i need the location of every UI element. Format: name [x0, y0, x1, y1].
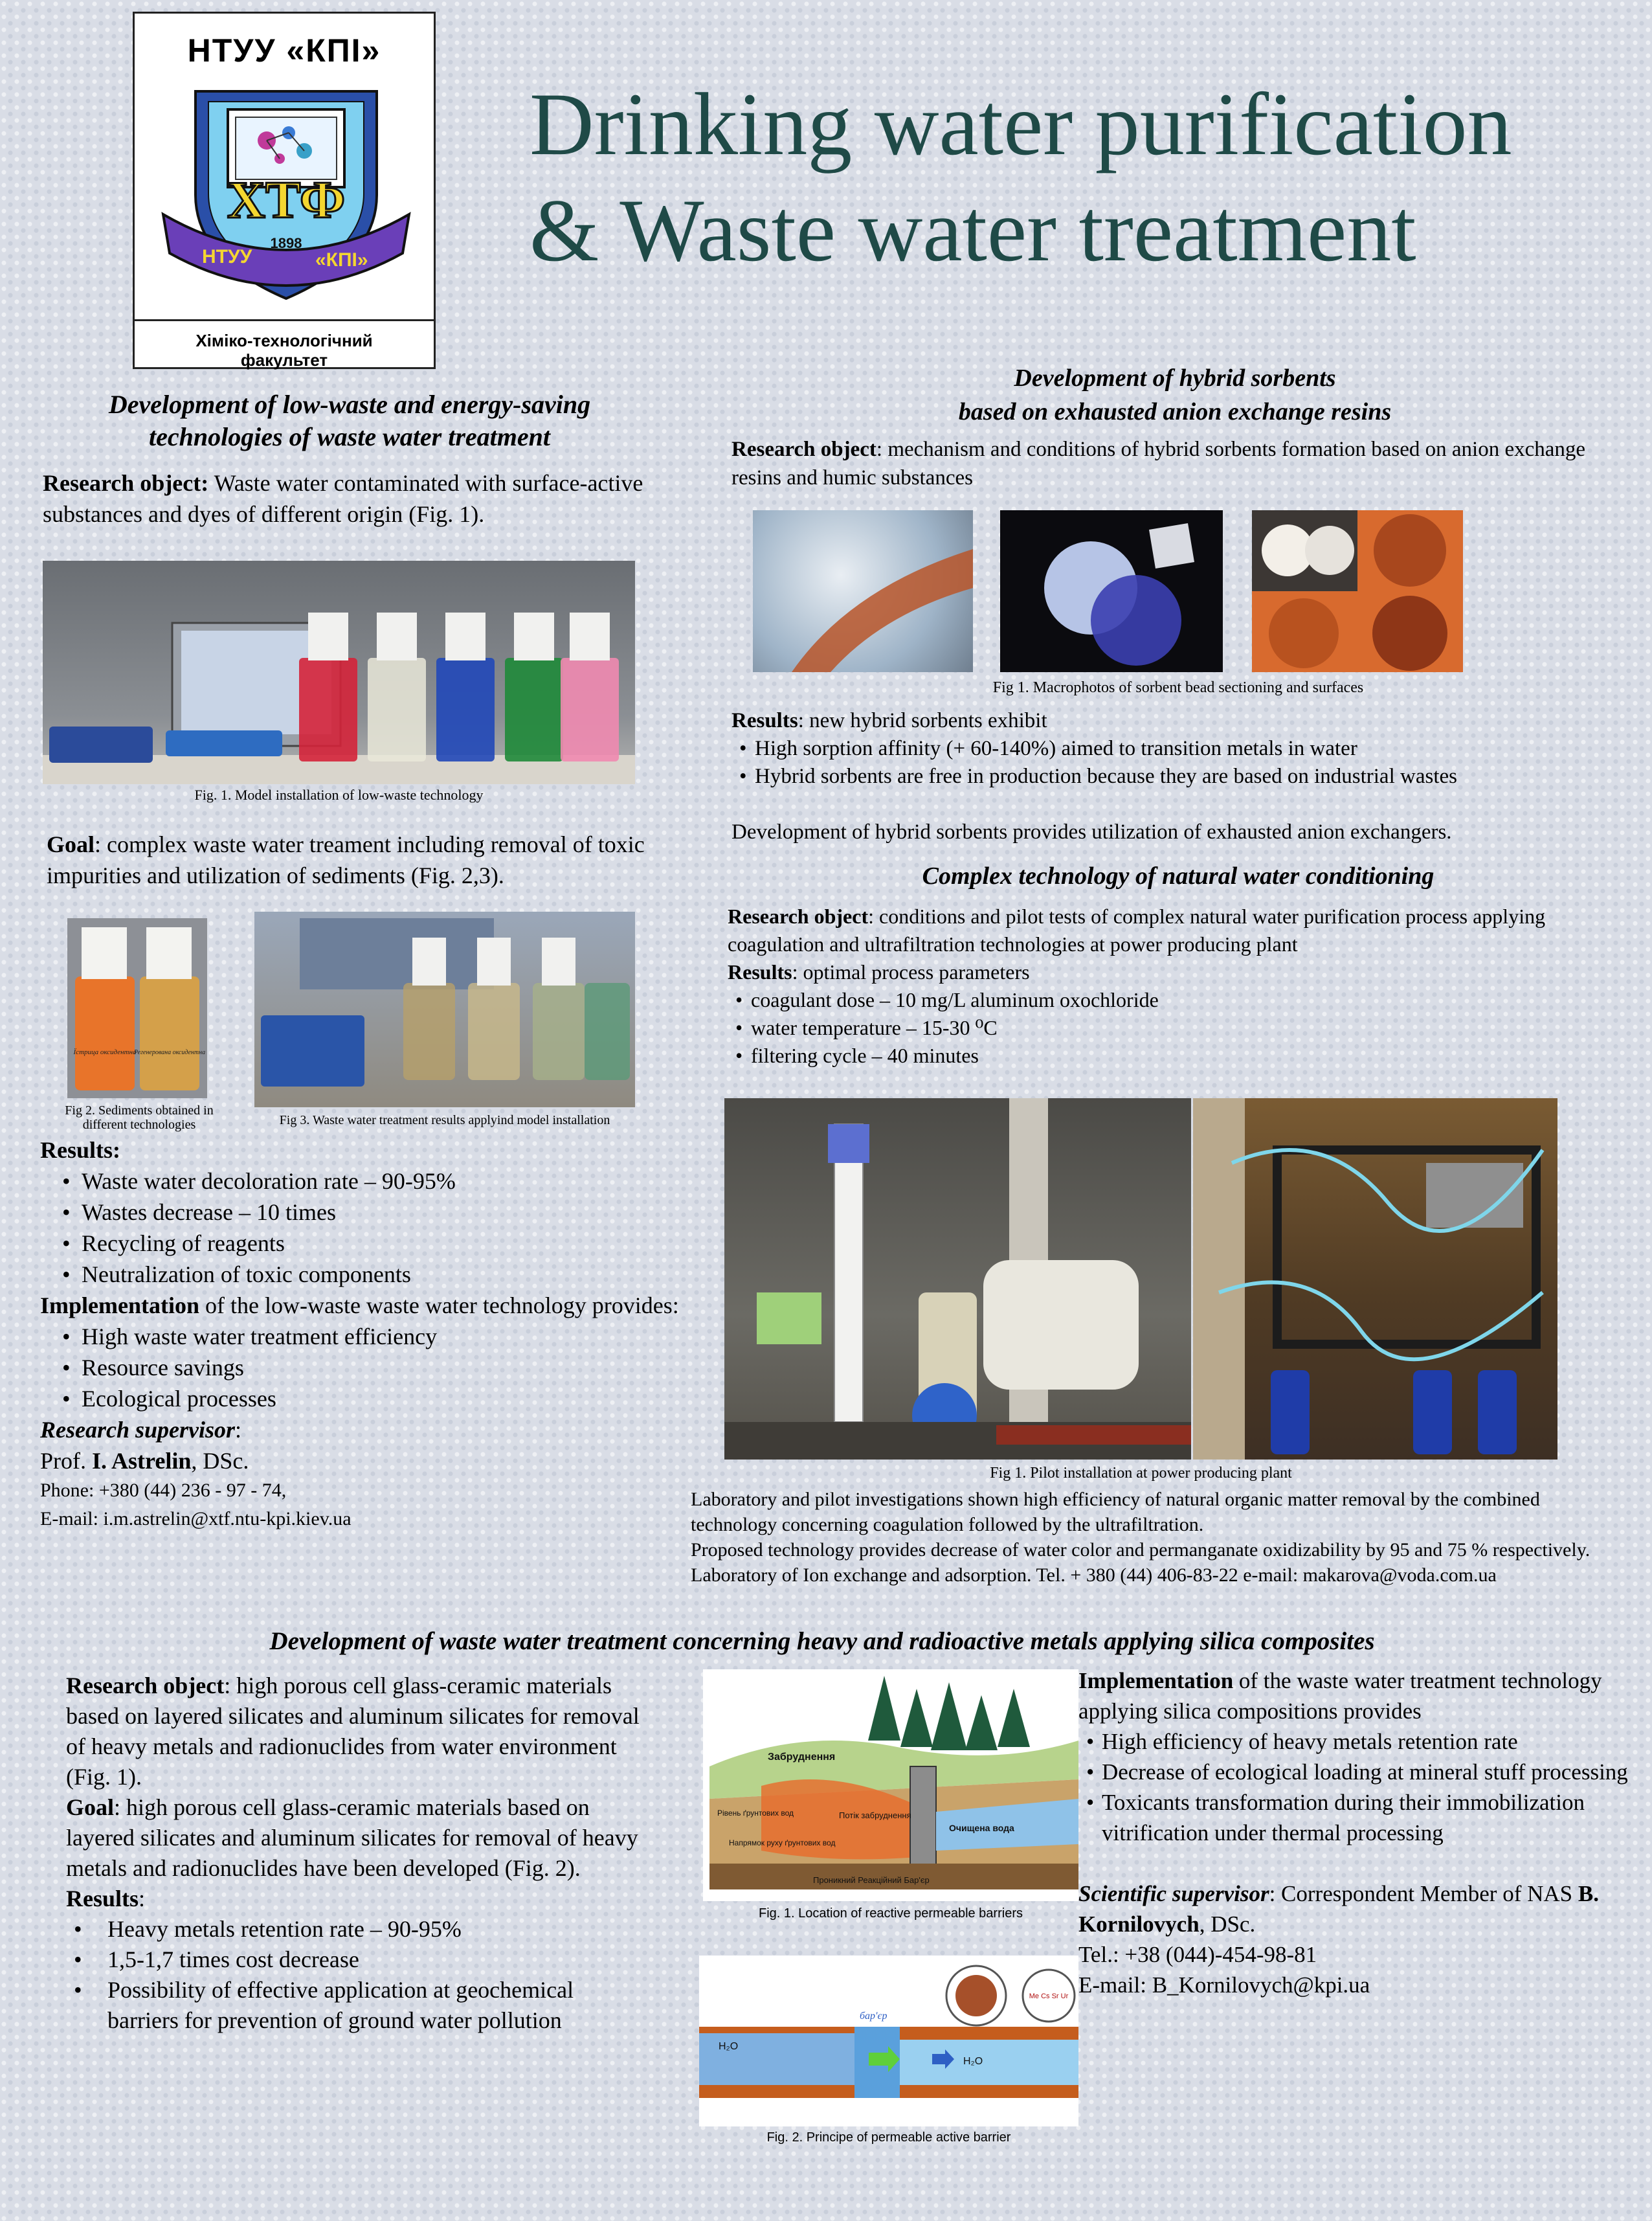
s1-supervisor-label: Research supervisor:	[40, 1417, 242, 1443]
section3-conclusions	[691, 1487, 1629, 1588]
s1-phone: Phone: +380 (44) 236 - 97 - 74,	[40, 1480, 287, 1501]
section4-right-text	[1078, 1665, 1635, 2000]
s4-supervisor: Scientific supervisor: Correspondent Member of NAS B. Kornilovych, DSc.	[1078, 1881, 1599, 1937]
s4-tel: Tel.: +38 (044)-454-98-81	[1078, 1942, 1317, 1967]
s1-result-item: • Wastes decrease – 10 times	[54, 1197, 687, 1228]
s4-results-label: Results:	[66, 1886, 146, 1911]
s4-research-object: Research object: high porous cell glass-ceramic materials based on layered silicates and aluminum silicates for removal of heavy metals and radionuclides from water environment (Fig. 1).	[66, 1673, 640, 1790]
logo-faculty-name: Хіміко-технологічний факультет	[195, 331, 373, 370]
s3-paragraph-1: Laboratory and pilot investigations shown high efficiency of natural organic matter removal by the combined technology concerning coagulation followed by the ultrafiltration.	[691, 1489, 1540, 1535]
s4-result-item: • 1,5-1,7 times cost decrease	[66, 1945, 649, 1975]
svg-text:Напрямок руху ґрунтових вод: Напрямок руху ґрунтових вод	[729, 1838, 836, 1847]
fig2-sediments-photo	[67, 918, 207, 1098]
svg-text:Проникний Реакційний Бар'єр: Проникний Реакційний Бар'єр	[813, 1875, 930, 1885]
section1-results: Results: • Waste water decoloration rate – 90-95% • Wastes decrease – 10 times • Recycling of reagents • Neutralization of toxic components Implementation of the low-waste waste water technology provides: • High waste water treatment efficiency • Resource savings • Ecological processes Research supervisor: Prof. I. Astrelin, DSc. Phone: +380 (44) 236 - 97 - 74, E-mail: i.m.astrelin@xtf.ntu-kpi.kiev.ua	[40, 1134, 687, 1533]
faculty-logo	[133, 12, 436, 369]
section2-heading: Development of hybrid sorbents based on exhausted anion exchange resins	[958, 365, 1392, 425]
s1-result-item: • Recycling of reagents	[54, 1228, 687, 1259]
s4-impl-item: • High efficiency of heavy metals retention rate	[1078, 1726, 1635, 1757]
logo-divider	[135, 319, 434, 321]
sorbent-macrophoto-3	[1252, 510, 1463, 672]
s3-result-item: • water temperature – 15-30 ⁰C	[728, 1014, 1627, 1042]
svg-text:H₂O: H₂O	[719, 2041, 739, 2052]
pilot-installation-photo-2	[1193, 1098, 1557, 1460]
s3-result-item: • filtering cycle – 40 minutes	[728, 1042, 1627, 1070]
s3-research-object: Research object: conditions and pilot tests of complex natural water purification process applying coagulation and ultrafiltration technologies at power producing plant	[728, 905, 1546, 956]
s1-fig2-caption: Fig 2. Sediments obtained in different technologies	[65, 1103, 214, 1132]
s1-fig3-caption: Fig 3. Waste water treatment results applyind model installation	[279, 1113, 610, 1127]
svg-text:Me Cs Sr Ur: Me Cs Sr Ur	[1029, 1992, 1069, 2000]
permeable-barrier-diagram-graphic	[703, 1669, 1078, 1901]
section2-research-object: Research object: mechanism and conditions of hybrid sorbents formation based on anion exchange resins and humic substances	[731, 438, 1586, 490]
s4-email[interactable]: E-mail: B_Kornilovych@kpi.ua	[1078, 1972, 1370, 1998]
s1-email[interactable]: E-mail: i.m.astrelin@xtf.ntu-kpi.kiev.ua	[40, 1508, 352, 1529]
s4-result-item: • Heavy metals retention rate – 90-95%	[66, 1914, 649, 1945]
s1-result-item: • Neutralization of toxic components	[54, 1259, 687, 1290]
s1-supervisor-name: Prof. I. Astrelin, DSc.	[40, 1448, 249, 1474]
s4-impl-item: • Decrease of ecological loading at mineral stuff processing	[1078, 1757, 1635, 1787]
s4-goal: Goal: high porous cell glass-ceramic materials based on layered silicates and aluminum silicates for removal of heavy metals and radionuclides have been developed (Fig. 2).	[66, 1794, 638, 1881]
fig2-active-barrier-diagram	[699, 1956, 1078, 2126]
svg-text:бар'єр: бар'єр	[860, 2011, 887, 2022]
s3-fig1-caption: Fig 1. Pilot installation at power producing plant	[990, 1465, 1292, 1482]
svg-text:Рівень ґрунтових вод: Рівень ґрунтових вод	[717, 1809, 794, 1818]
s4-fig2-caption: Fig. 2. Principe of permeable active barrier	[766, 2130, 1011, 2145]
fig3-treatment-results-photo	[254, 912, 635, 1107]
s3-contact: Laboratory of Ion exchange and adsorption. Tel. + 380 (44) 406-83-22 e-mail: makarova@voda.com.ua	[691, 1564, 1497, 1586]
s1-impl-item: • Ecological processes	[54, 1383, 687, 1414]
svg-text:«КПІ»: «КПІ»	[315, 249, 368, 271]
s2-fig1-caption: Fig 1. Macrophotos of sorbent bead sectioning and surfaces	[992, 679, 1364, 696]
s1-implementation: Implementation of the low-waste waste water technology provides:	[40, 1292, 679, 1318]
section4-left-text	[66, 1671, 649, 2036]
fig1-model-installation-photo	[43, 561, 635, 784]
logo-university-name: НТУУ «КПІ»	[187, 32, 381, 69]
s1-impl-item: • High waste water treatment efficiency	[54, 1321, 687, 1352]
section1-heading: Development of low-waste and energy-saving technologies of waste water treatment	[108, 390, 591, 451]
section3-text	[728, 903, 1627, 1070]
svg-text:Очищена вода: Очищена вода	[949, 1823, 1014, 1833]
s4-implementation: Implementation of the waste water treatment technology applying silica compositions provides	[1078, 1668, 1602, 1724]
s2-result-item: • Hybrid sorbents are free in production because they are based on industrial wastes	[731, 763, 1631, 791]
section3-heading: Complex technology of natural water conditioning	[922, 862, 1434, 890]
svg-text:H₂O: H₂O	[963, 2056, 983, 2067]
s4-fig1-caption: Fig. 1. Location of reactive permeable barriers	[759, 1906, 1023, 1921]
faculty-emblem-icon	[150, 78, 422, 315]
section1-research-object: Research object: Waste water contaminated with surface-active substances and dyes of different origin (Fig. 1).	[43, 470, 643, 527]
pilot-installation-photo-1	[724, 1098, 1191, 1460]
poster-title: Drinking water purification & Waste water treatment	[530, 74, 1512, 280]
svg-text:1898: 1898	[270, 235, 302, 251]
svg-text:НТУУ: НТУУ	[202, 246, 252, 267]
s1-fig1-caption: Fig. 1. Model installation of low-waste technology	[194, 787, 484, 803]
svg-text:Забруднення: Забруднення	[768, 1752, 836, 1763]
section2-results: Results: new hybrid sorbents exhibit • High sorption affinity (+ 60-140%) aimed to transition metals in water • Hybrid sorbents are free in production because they are based on industrial wastes Development of hybrid sorbents provides utilization of exhausted anion exchangers.	[731, 707, 1631, 846]
s1-result-item: • Waste water decoloration rate – 90-95%	[54, 1166, 687, 1197]
s2-conclusion: Development of hybrid sorbents provides utilization of exhausted anion exchangers.	[731, 820, 1452, 844]
s1-impl-item: • Resource savings	[54, 1352, 687, 1383]
svg-text:Їстрица оксидентна: Їстрица оксидентна	[73, 1048, 137, 1056]
svg-text:ХТФ: ХТФ	[227, 170, 346, 229]
s3-paragraph-2: Proposed technology provides decrease of water color and permanganate oxidizability by 95 and 75 % respectively.	[691, 1539, 1591, 1561]
sorbent-macrophoto-1	[753, 510, 973, 672]
active-barrier-principle-graphic	[699, 1956, 1078, 2126]
sorbent-macrophoto-2	[1000, 510, 1223, 672]
s4-impl-item: • Toxicants transformation during their immobilization vitrification under thermal processing	[1078, 1787, 1635, 1848]
svg-text:Регенерована оксидентна: Регенерована оксидентна	[133, 1049, 206, 1056]
s3-results-label: Results: optimal process parameters	[728, 960, 1030, 984]
fig1-permeable-barrier-diagram	[703, 1669, 1078, 1901]
section1-goal: Goal: complex waste water treament including removal of toxic impurities and utilization of sediments (Fig. 2,3).	[47, 831, 645, 888]
s2-result-item: • High sorption affinity (+ 60-140%) aimed to transition metals in water	[731, 735, 1631, 763]
s4-result-item: • Possibility of effective application at geochemical barriers for prevention of ground water pollution	[66, 1975, 649, 2036]
s3-result-item: • coagulant dose – 10 mg/L aluminum oxochloride	[728, 986, 1627, 1014]
section4-heading: Development of waste water treatment concerning heavy and radioactive metals applying silica composites	[269, 1627, 1375, 1655]
svg-text:Потік забруднення: Потік забруднення	[839, 1810, 911, 1820]
